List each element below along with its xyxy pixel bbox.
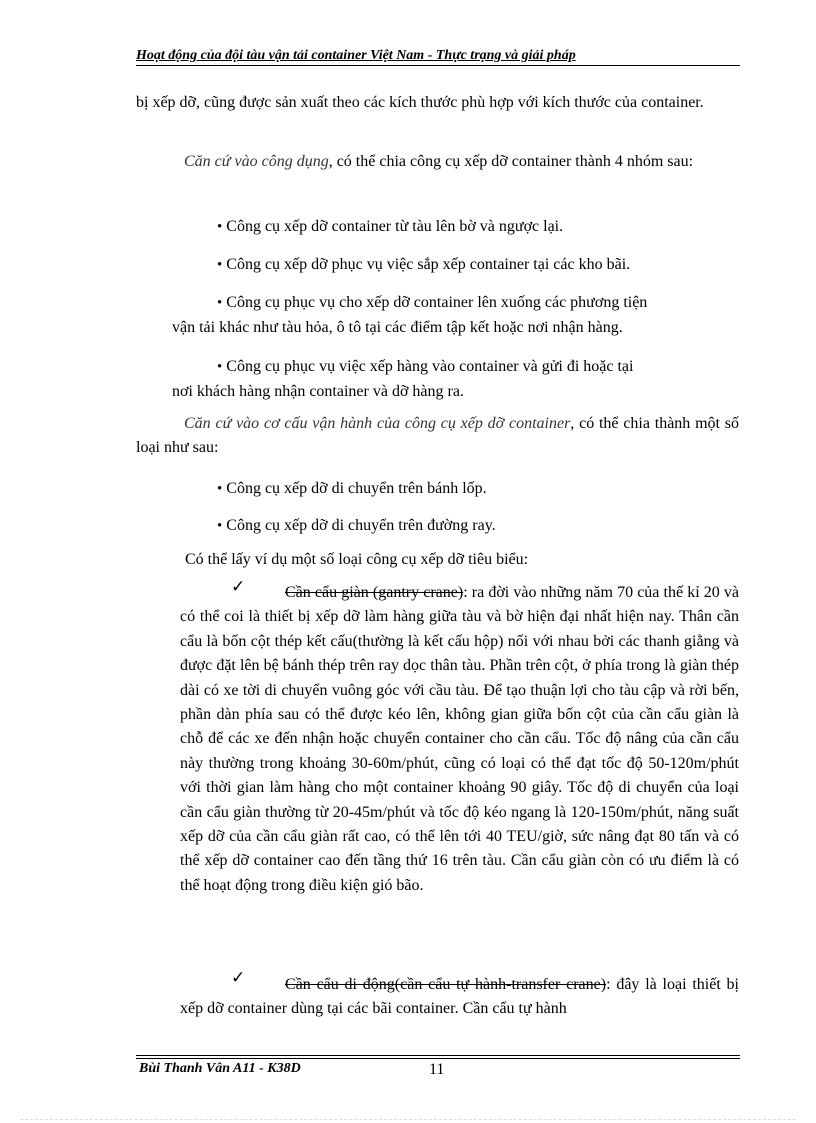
gantry-crane-title: Cần cẩu giàn (gantry crane) bbox=[285, 584, 464, 601]
bullet-item bbox=[217, 291, 647, 315]
gantry-crane-paragraph bbox=[180, 581, 739, 898]
transfer-crane-paragraph bbox=[180, 973, 739, 1022]
transfer-crane-title: Cần cẩu di động(cần cẩu tự hành-transfer crane) bbox=[285, 976, 607, 993]
bullet-item bbox=[217, 253, 630, 277]
footer-rule bbox=[136, 1058, 740, 1059]
bullet-text: Công cụ phục vụ việc xếp hàng vào container và gửi đi hoặc tại bbox=[226, 358, 634, 375]
bullet-icon: • bbox=[217, 481, 223, 497]
bullet-text: Công cụ phục vụ cho xếp dỡ container lên xuống các phương tiện bbox=[226, 294, 648, 311]
operation-rest: , có thể chia thành một số loại như sau: bbox=[136, 415, 739, 457]
bullet-text: Công cụ xếp dỡ phục vụ việc sắp xếp container tại các kho bãi. bbox=[226, 256, 631, 273]
bullet-item bbox=[217, 477, 487, 501]
bullet-text: Công cụ xếp dỡ di chuyển trên bánh lốp. bbox=[226, 480, 487, 497]
page-number: 11 bbox=[429, 1061, 445, 1078]
usage-italic: Căn cứ vào công dụng bbox=[184, 153, 329, 170]
bullet-item bbox=[217, 355, 633, 379]
operation-italic: Căn cứ vào cơ cấu vận hành của công cụ xếp dỡ container bbox=[184, 415, 571, 432]
header-rule bbox=[136, 65, 740, 66]
bullet-icon: • bbox=[217, 295, 223, 311]
bullet-text: Công cụ xếp dỡ di chuyển trên đường ray. bbox=[226, 517, 496, 534]
bullet-continuation: vận tải khác như tàu hỏa, ô tô tại các điểm tập kết hoặc nơi nhận hàng. bbox=[172, 319, 623, 336]
bullet-icon: • bbox=[217, 257, 223, 273]
paragraph-examples: Có thể lấy ví dụ một số loại công cụ xếp dỡ tiêu biểu: bbox=[185, 551, 529, 568]
bullet-icon: • bbox=[217, 518, 223, 534]
footer-rule bbox=[136, 1055, 740, 1056]
paragraph-usage bbox=[136, 150, 739, 174]
paragraph-operation bbox=[136, 412, 739, 461]
paragraph-intro: bị xếp dỡ, cũng được sản xuất theo các kích thước phù hợp với kích thước của container. bbox=[136, 94, 704, 111]
bullet-item bbox=[217, 215, 563, 239]
bullet-continuation: nơi khách hàng nhận container và dỡ hàng ra. bbox=[172, 383, 464, 400]
usage-rest: , có thể chia công cụ xếp dỡ container thành 4 nhóm sau: bbox=[328, 153, 694, 170]
running-header: Hoạt động của đội tàu vận tải container Việt Nam - Thực trạng và giải pháp bbox=[136, 48, 576, 63]
page-boundary bbox=[20, 1119, 796, 1120]
transfer-crane-text: : đây là loại thiết bị xếp dỡ container dùng tại các bãi container. Cần cẩu tự hành bbox=[180, 976, 740, 1018]
bullet-item bbox=[217, 514, 496, 538]
bullet-icon: • bbox=[217, 219, 223, 235]
footer-author: Bùi Thanh Vân A11 - K38D bbox=[139, 1061, 301, 1076]
bullet-text: Công cụ xếp dỡ container từ tàu lên bờ và ngược lại. bbox=[226, 218, 564, 235]
bullet-icon: • bbox=[217, 359, 223, 375]
gantry-crane-text: : ra đời vào những năm 70 của thế kỉ 20 và có thể coi là thiết bị xếp dỡ làm hàng giữa tàu và bờ hiện đại nhất hiện nay. Thân cần cẩu là bốn cột thép kết cấu(thường là kết cấu hộp) nối với nhau bởi các thanh giằng và được đặt lên bệ bánh thép trên ray dọc thân tàu. Phần trên cột, ở phía trong là giàn thép dài có xe tời di chuyển vuông góc với cầu tàu. Để tạo thuận lợi cho tàu cập và rời bến, phần dàn phía sau có thể được kéo lên, không gian giữa bốn cột của cần cẩu giàn là chỗ để các xe đến nhận hoặc chuyển container cho cần cẩu. Tốc độ nâng của cần cẩu này thường trong khoảng 30-60m/phút, cũng có loại có thể đạt tốc độ 50-120m/phút với thời gian làm hàng cho một container khoảng 90 giây. Tốc độ di chuyển của loại cần cẩu giàn thường từ 20-45m/phút và tốc độ kéo ngang là 120-150m/phút, năng suất xếp dỡ của cần cẩu giàn rất cao, có thể lên tới 40 TEU/giờ, sức nâng đạt 80 tấn và có thể xếp dỡ container cao đến tầng thứ 16 trên tàu. Cần cẩu giàn còn có ưu điểm là có thể hoạt động trong điều kiện gió bão. bbox=[180, 584, 739, 894]
checkmark-icon: ✓ bbox=[231, 968, 246, 987]
checkmark-icon: ✓ bbox=[231, 577, 246, 596]
